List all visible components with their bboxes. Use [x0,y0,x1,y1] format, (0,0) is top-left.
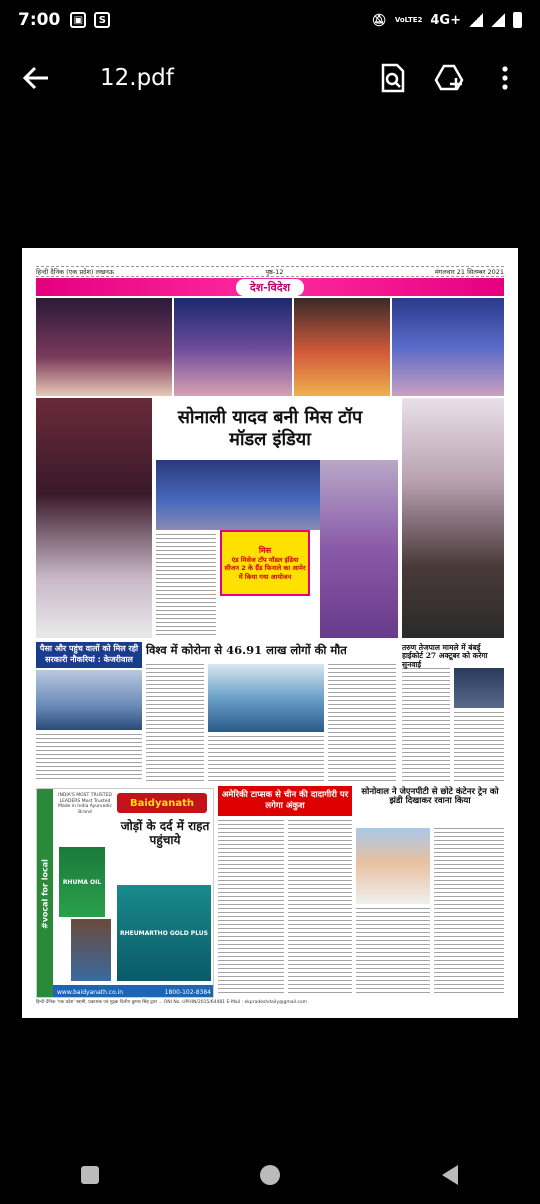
promo-box [220,530,310,596]
baidyanath-ad [36,788,214,998]
photo-winner-portrait [36,398,152,638]
kejriwal-section-title: पैसा और पहुंच वालों को मिल रही सरकारी नौकरियां : केजरीवाल [36,642,142,668]
newspaper-header [36,266,504,277]
corona-article-text-1 [146,664,204,782]
main-headline: सोनाली यादव बनी मिस टॉप मॉडल इंडिया [177,407,363,450]
corona-article-text-3 [328,664,396,782]
recents-icon [80,1165,100,1185]
pdf-page[interactable] [22,248,518,1018]
doc-search-icon [380,63,406,93]
tejpal-article-text-2 [454,712,504,782]
photo-award-stage [392,298,504,396]
photo-covid-testing [208,664,324,732]
photo-judges-panel [156,460,320,530]
photo-court-scene [454,668,504,708]
sonowal-article-text-1 [356,908,430,996]
signal-icon-2 [491,13,505,27]
kejriwal-article-text [36,734,142,782]
signal-icon [469,13,483,27]
s-app-notification-icon: S [94,12,110,28]
volte-label: VoLTE2 [394,16,423,24]
america-article-text-1 [218,820,284,996]
status-bar [0,0,540,40]
photo-award-presentation [402,398,504,638]
photo-kejriwal [36,670,142,730]
ad-website: www.baidyanath.co.in [57,988,124,996]
more-options-button[interactable] [488,61,522,95]
ad-product-rheumartho: RHEUMARTHO GOLD PLUS [117,885,211,981]
network-type: 4G+ [430,12,461,28]
sonowal-article-text-2 [434,828,504,996]
corona-article-text-2 [208,736,324,782]
section-banner [36,278,504,296]
ad-headline: जोड़ों के दर्द में राहत पहुंचाये [120,819,210,848]
search-document-button[interactable] [376,61,410,95]
corona-section-title: विश्व में कोरोना से 46.91 लाख लोगों की मौत [146,643,347,657]
nav-back-icon [440,1164,460,1186]
arrow-left-icon [23,66,49,90]
file-title: 12.pdf [100,65,174,91]
photo-traditional-walk [294,298,390,396]
tejpal-section-title: तरुण तेजपाल मामले में बंबई हाईकोर्ट 27 अक्टूबर को करेगा सुनवाई [402,643,488,669]
header-left: हिन्दी दैनिक (एक प्रदेश) लखनऊ [36,268,114,276]
system-nav-bar [0,1146,540,1204]
header-center: पृष्ठ-12 [265,268,284,276]
home-button[interactable] [250,1155,290,1195]
app-bar [0,48,540,108]
mute-icon: 🔕︎ [371,13,387,27]
america-article-text-2 [288,820,352,996]
add-to-drive-icon [434,64,464,92]
sonowal-section-title: सोनोवाल ने जेएनपीटी से छोटे कंटेनर ट्रेन को झंडी दिखाकर रवाना किया [361,787,499,807]
add-to-drive-button[interactable] [432,61,466,95]
back-button[interactable] [18,60,54,96]
ad-footer [53,985,214,998]
photo-sonowal [356,828,430,904]
photo-gown-model [320,460,398,638]
photo-notification-icon: ▣ [70,12,86,28]
main-headline-box [156,398,384,460]
america-section-title: अमेरिकी टाप्सक से चीन की दादागीरी पर लगेगा अंकुश [218,786,352,816]
ad-brand-logo: Baidyanath [117,793,207,813]
banner-label: देश-विदेश [236,279,304,296]
photo-crowned-winners [36,298,172,396]
nav-back-button[interactable] [430,1155,470,1195]
app-actions [376,61,522,95]
status-time: 7:00 [18,10,61,30]
promo-text: एंड मिसेज टॉप मॉडल इंडिया सीजन 2 के ग्रैंड फिनाले का आमेर में किया गया आयोजन [224,556,306,581]
vocal-for-local-strip: #vocal for local [37,789,53,998]
ad-product-rhuma-oil: RHUMA OIL [59,847,105,917]
tejpal-article-text-1 [402,668,450,782]
article-text-col-1 [156,534,216,638]
ad-phone: 1800-102-8384 [164,988,211,996]
newspaper-footer: हिन्दी दैनिक 'एक प्रदेश' स्वामी, प्रकाशक एवं मुद्रक दिलीप कुमार सिंह द्वारा ... RNI No. UPHIN/2015/64481 E-Mail : ekpradeshdaily@gmail.com [36,1000,308,1005]
more-vert-icon [501,66,509,90]
battery-icon [513,12,522,28]
photo-ad-person [71,919,111,981]
ad-award-badge: INDIA'S MOST TRUSTED LEADERS Most Trusted Made in India Ayurvedic Brand [58,793,112,815]
header-right: मंगलवार 21 सितम्बर 2021 [434,268,504,276]
recents-button[interactable] [70,1155,110,1195]
promo-tag: मिस [258,546,272,556]
status-right-group [372,12,522,28]
status-notification-icons [70,12,110,28]
home-icon [259,1164,281,1186]
photo-stage-group [174,298,292,396]
